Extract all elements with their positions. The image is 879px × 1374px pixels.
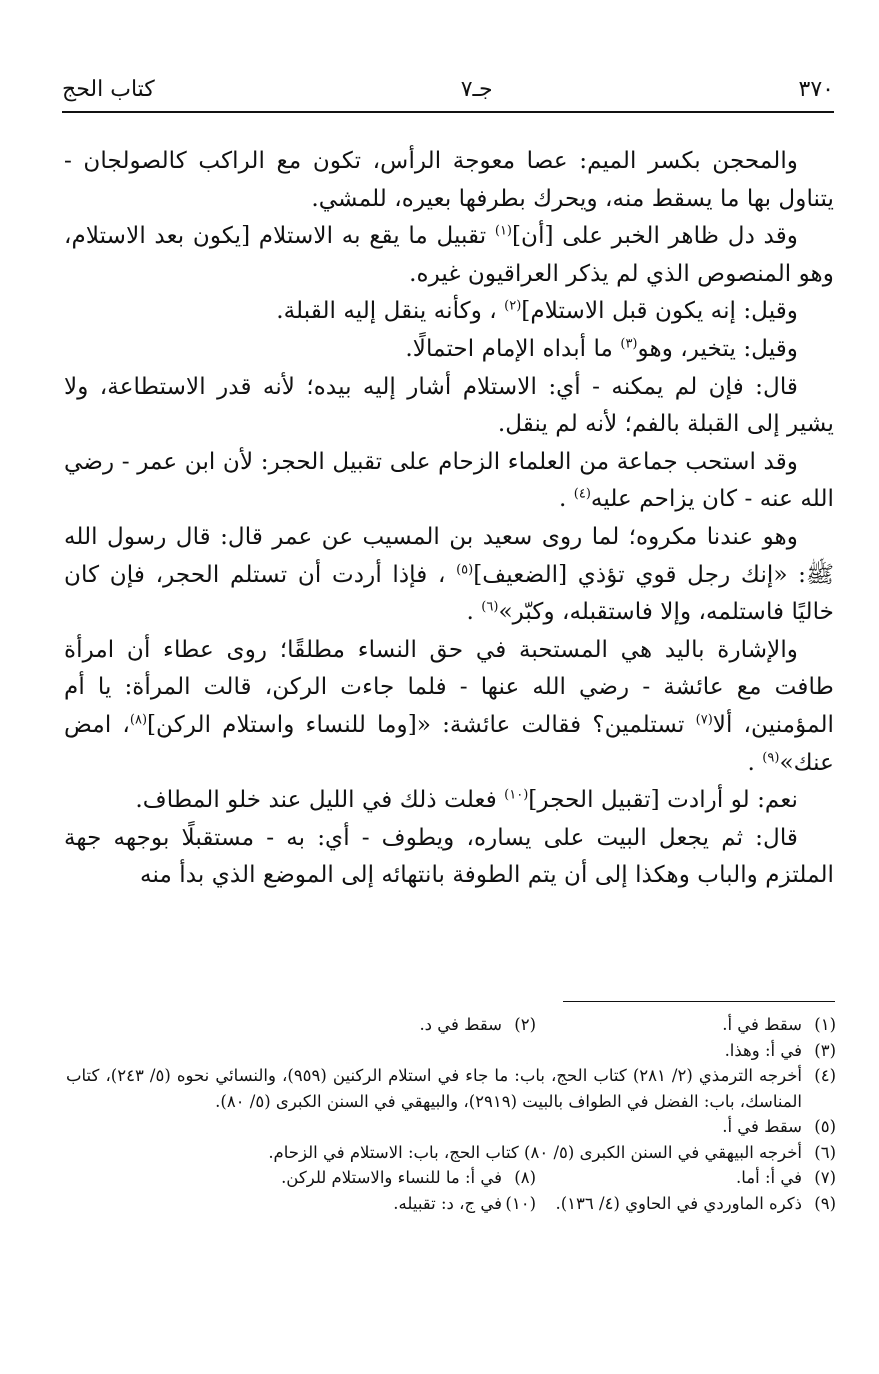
paragraph-text: وهو عندنا مكروه؛ لما روى سعيد بن المسيب عن عمر قال: قال رسول الله ﷺ: «إنك رجل قوي تؤذي [الضعيف] bbox=[64, 522, 835, 588]
paragraph-text: فعلت ذلك في الليل عند خلو المطاف. bbox=[135, 786, 505, 814]
footnote-number: (٨) bbox=[514, 1168, 536, 1187]
footnote-marker: (٤) bbox=[573, 486, 591, 502]
footnote-marker: (٨) bbox=[129, 712, 148, 728]
footnote bbox=[66, 1063, 836, 1114]
paragraph bbox=[64, 443, 834, 518]
paragraph-text: والإشارة باليد هي المستحبة في حق النساء مطلقًا؛ روى عطاء أن امرأة طافت مع عائشة - رضي الله عنها - فلما جاءت الركن، قالت المرأة: يا أم المؤمنين، ألا bbox=[64, 635, 834, 738]
footnote bbox=[66, 1140, 836, 1166]
footnote-number: (٦) bbox=[814, 1142, 836, 1162]
paragraph-text: . bbox=[466, 598, 482, 626]
paragraph bbox=[64, 292, 834, 330]
footnote-text: سقط في د. bbox=[419, 1015, 502, 1034]
footnote bbox=[66, 1191, 536, 1217]
paragraph-text: ما أبداه الإمام احتمالًا. bbox=[405, 334, 621, 362]
footnote bbox=[66, 1038, 836, 1064]
footnote-text: في ج، د: تقبيله. bbox=[393, 1193, 502, 1213]
paragraph-text: ، وكأنه ينقل إليه القبلة. bbox=[276, 297, 505, 325]
paragraph bbox=[64, 217, 834, 292]
footnote-text: في أ: وهذا. bbox=[724, 1040, 802, 1060]
page-number: ٣٧٠ bbox=[798, 77, 834, 102]
footnote-marker: (٩) bbox=[762, 749, 780, 765]
footnote-number: (١٠) bbox=[505, 1193, 536, 1213]
paragraph-text: وقيل: يتخير، وهو bbox=[637, 334, 798, 362]
footnote-number: (١) bbox=[814, 1015, 836, 1034]
paragraph-text: قال: ثم يجعل البيت على يساره، ويطوف - أي: به - مستقبلًا بوجهه جهة الملتزم والباب وهكذا إلى أن يتم الطوفة بانتهائه إلى الموضع الذي بدأ منه bbox=[64, 823, 834, 889]
footnote-text: في أ: ما للنساء والاستلام للركن. bbox=[281, 1168, 502, 1187]
paragraph-text: تستلمين؟ فقالت عائشة: «[وما للنساء واستلام الركن] bbox=[147, 710, 696, 738]
footnote-marker: (١) bbox=[494, 223, 512, 239]
volume-label: جـ٧ bbox=[460, 77, 493, 102]
footnote-marker: (٢) bbox=[504, 298, 522, 314]
paragraph bbox=[64, 142, 834, 217]
footnote-text: سقط في أ. bbox=[722, 1117, 802, 1136]
paragraph-text: ، امض عنك» bbox=[64, 710, 834, 776]
footnote-text: أخرجه الترمذي (٢/ ٢٨١) كتاب الحج، باب: ما جاء في استلام الركنين (٩٥٩)، والنسائي نحوه (٥/ ٢٤٣)، كتاب المناسك، باب: الفضل في الطواف بالبيت (٢٩١٩)، والبيهقي في السنن الكبرى (٥/ ٨٠). bbox=[66, 1066, 802, 1111]
paragraph-text: . bbox=[559, 485, 574, 513]
footnote-text: في أ: أما. bbox=[736, 1168, 802, 1187]
footnotes bbox=[66, 1012, 836, 1216]
footnote-number: (٥) bbox=[814, 1117, 836, 1136]
footnote-marker: (١٠) bbox=[504, 787, 529, 803]
paragraph-text: والمحجن بكسر الميم: عصا معوجة الرأس، تكون مع الراكب كالصولجان - يتناول بها ما يسقط منه، ويحرك بطرفها بعيره، للمشي. bbox=[64, 147, 834, 212]
footnote bbox=[536, 1012, 836, 1038]
main-text bbox=[64, 142, 834, 894]
paragraph bbox=[64, 781, 834, 819]
paragraph bbox=[64, 330, 834, 368]
footnote-text: ذكره الماوردي في الحاوي (٤/ ١٣٦). bbox=[555, 1193, 802, 1213]
paragraph-text: وقد دل ظاهر الخبر على [أن] bbox=[512, 222, 798, 250]
footnote-number: (٩) bbox=[814, 1193, 836, 1213]
paragraph bbox=[64, 368, 834, 443]
footnote-text: أخرجه البيهقي في السنن الكبرى (٥/ ٨٠) كتاب الحج، باب: الاستلام في الزحام. bbox=[268, 1142, 802, 1162]
footnote-row bbox=[66, 1191, 836, 1217]
header-rule bbox=[62, 111, 834, 113]
paragraph bbox=[64, 819, 834, 894]
footnote bbox=[236, 1012, 536, 1038]
paragraph-text: . bbox=[747, 748, 763, 776]
book-title: كتاب الحج bbox=[62, 77, 155, 102]
footnote-text: سقط في أ. bbox=[722, 1015, 802, 1034]
footnote-row bbox=[66, 1165, 836, 1191]
running-header bbox=[62, 62, 834, 102]
paragraph bbox=[64, 631, 834, 781]
paragraph-text: وقيل: إنه يكون قبل الاستلام] bbox=[521, 297, 798, 325]
paragraph-text: تقبيل ما يقع به الاستلام [يكون بعد الاستلام، وهو المنصوص الذي لم يذكر العراقيون غيره. bbox=[64, 222, 834, 287]
footnote-row bbox=[66, 1012, 836, 1038]
footnote-rule bbox=[563, 1001, 835, 1002]
footnote-number: (٢) bbox=[514, 1015, 536, 1034]
paragraph bbox=[64, 518, 834, 631]
footnote-marker: (٥) bbox=[456, 561, 474, 577]
footnote-marker: (٧) bbox=[695, 712, 713, 728]
paragraph-text: ، فإذا أردت أن تستلم الحجر، فإن كان خاليًا فاستلمه، وإلا فاستقبله، وكبّر» bbox=[64, 560, 834, 626]
footnote bbox=[66, 1165, 536, 1191]
footnote-marker: (٦) bbox=[481, 599, 499, 615]
footnote bbox=[66, 1114, 836, 1140]
footnote-number: (٣) bbox=[814, 1040, 836, 1060]
footnote-number: (٧) bbox=[814, 1168, 836, 1187]
paragraph-text: قال: فإن لم يمكنه - أي: الاستلام أشار إليه بيده؛ لأنه قدر الاستطاعة، ولا يشير إلى القبلة بالفم؛ لأنه لم ينقل. bbox=[64, 372, 834, 438]
paragraph-text: نعم: لو أرادت [تقبيل الحجر] bbox=[528, 786, 798, 814]
footnote bbox=[536, 1165, 836, 1191]
footnote-number: (٤) bbox=[814, 1066, 836, 1085]
paragraph-text: وقد استحب جماعة من العلماء الزحام على تقبيل الحجر: لأن ابن عمر - رضي الله عنه - كان يزاحم عليه bbox=[64, 447, 834, 513]
footnote bbox=[536, 1191, 836, 1217]
footnote-marker: (٣) bbox=[620, 336, 638, 352]
